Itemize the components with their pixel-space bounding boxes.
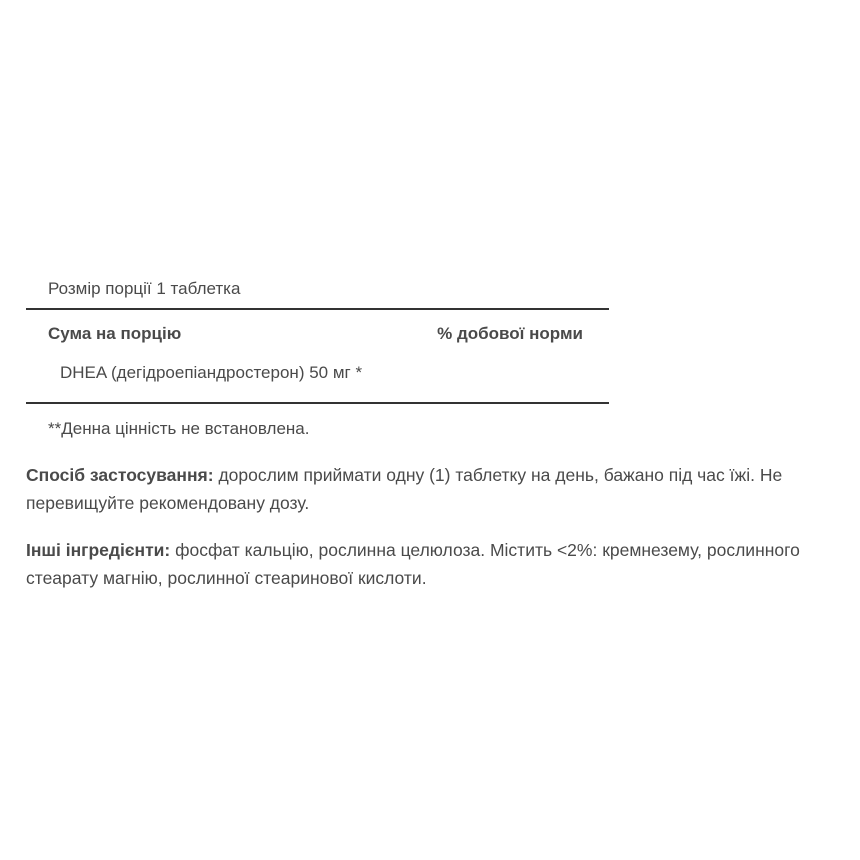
ingredients-label: Інші інгредієнти: (26, 540, 171, 560)
usage-label: Спосіб застосування: (26, 465, 214, 485)
footnote-text: **Денна цінність не встановлена. (48, 419, 310, 438)
amount-per-serving-header: Сума на порцію (48, 324, 182, 343)
nutrient-row-dhea (26, 358, 609, 404)
usage-paragraph (26, 461, 826, 517)
daily-value-header: % добової норми (437, 324, 583, 343)
footnote-row (26, 404, 609, 454)
ingredients-text: фосфат кальцію, рослинна целюлоза. Містить <2%: кремнезему, рослинного стеарату магнію, рослинної стеаринової кислоти. (26, 540, 800, 588)
serving-size-text: Розмір порції 1 таблетка (48, 279, 241, 298)
usage-text: дорослим приймати одну (1) таблетку на день, бажано під час їжі. Не перевищуйте рекомендовану дозу. (26, 465, 783, 513)
serving-size-row (26, 270, 609, 310)
supplement-facts-table (26, 270, 609, 454)
ingredients-paragraph (26, 536, 826, 592)
facts-header-row (26, 310, 609, 358)
nutrient-text: DHEA (дегідроепіандростерон) 50 мг * (60, 363, 363, 382)
